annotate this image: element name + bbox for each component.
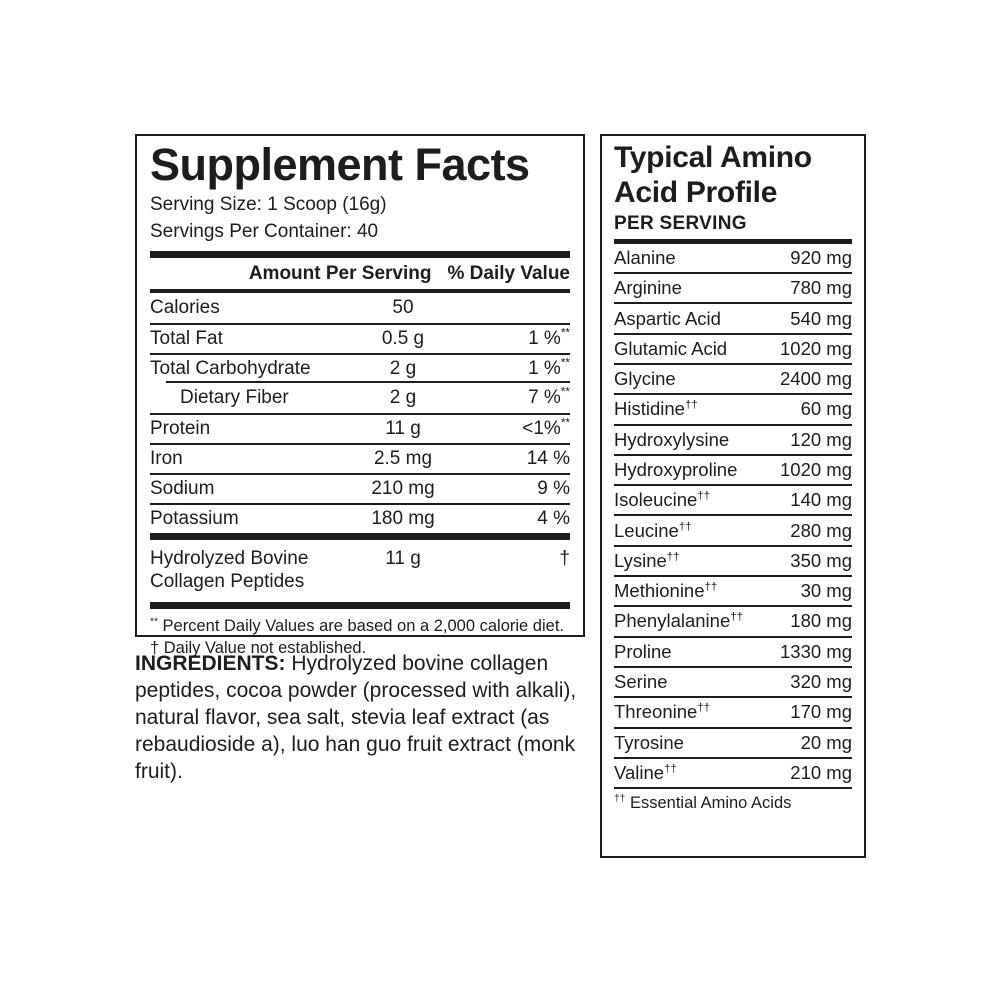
amino-name: Isoleucine†† <box>614 489 711 511</box>
nutrient-row-protein <box>150 413 570 443</box>
amino-row-tyrosine <box>614 729 852 759</box>
amino-name: Phenylalanine†† <box>614 610 743 632</box>
amino-row-leucine <box>614 516 852 546</box>
amino-row-glutamic-acid <box>614 335 852 365</box>
amino-value: 60 mg <box>800 398 852 420</box>
nutrient-amount: 11 g <box>385 547 421 569</box>
column-header-daily-value: % Daily Value <box>447 262 570 284</box>
amino-name: Methionine†† <box>614 580 718 602</box>
nutrient-daily-value: 4 % <box>537 507 570 529</box>
nutrient-amount: 11 g <box>385 417 421 439</box>
nutrient-amount: 50 <box>392 296 414 318</box>
nutrient-daily-value: 9 % <box>537 477 570 499</box>
nutrient-row-dietary-fiber <box>150 383 570 413</box>
nutrient-amount: 0.5 g <box>381 327 425 349</box>
amino-value: 30 mg <box>800 580 852 602</box>
collagen-row <box>150 540 570 603</box>
amino-value: 170 mg <box>790 701 852 723</box>
amino-name: Hydroxyproline <box>614 459 738 480</box>
nutrient-row-sodium <box>150 473 570 503</box>
nutrient-name: Potassium <box>150 507 239 529</box>
amino-row-hydroxyproline <box>614 456 852 486</box>
serving-size: Serving Size: 1 Scoop (16g) <box>150 194 387 216</box>
thick-divider <box>150 602 570 609</box>
amino-value: 350 mg <box>790 549 852 571</box>
amino-footnote: †† Essential Amino Acids <box>614 793 792 813</box>
nutrient-name: Calories <box>150 296 220 318</box>
nutrient-daily-value: 1 %** <box>528 356 570 379</box>
nutrient-name: Total Fat <box>150 327 223 349</box>
amino-acid-panel <box>600 134 866 858</box>
nutrient-row-calories <box>150 293 570 323</box>
nutrient-row-total-fat <box>150 323 570 353</box>
footnote-daily-value: † Daily Value not established. <box>150 638 367 657</box>
amino-row-arginine <box>614 274 852 304</box>
nutrient-amount: 2 g <box>389 357 417 379</box>
nutrient-daily-value: 14 % <box>526 447 570 469</box>
ingredients-text: Hydrolyzed bovine collagen peptides, cocoa powder (processed with alkali), natural flavor, sea salt, stevia leaf extract (as rebaudioside a), luo han guo fruit extract (monk fruit). <box>135 652 577 784</box>
nutrient-amount: 210 mg <box>371 477 435 499</box>
amino-name: Hydroxylysine <box>614 428 730 450</box>
amino-row-hydroxylysine <box>614 426 852 456</box>
ingredients-paragraph <box>135 650 593 785</box>
amino-name: Serine <box>614 671 668 693</box>
amino-name: Alanine <box>614 246 676 268</box>
amino-value: 1020 mg <box>780 337 852 359</box>
amino-value: 210 mg <box>790 761 852 783</box>
nutrient-name: Total Carbohydrate <box>150 357 311 379</box>
nutrient-name: Dietary Fiber <box>180 386 289 408</box>
amino-row-valine <box>614 759 852 789</box>
column-header-amount: Amount Per Serving <box>248 262 432 284</box>
amino-value: 140 mg <box>790 489 852 511</box>
thick-divider <box>150 533 570 540</box>
amino-row-threonine <box>614 698 852 728</box>
amino-value: 920 mg <box>790 246 852 268</box>
amino-value: 540 mg <box>790 307 852 329</box>
nutrient-amount: 2.5 mg <box>373 447 433 469</box>
nutrient-row-potassium <box>150 503 570 533</box>
amino-name: Arginine <box>614 277 682 299</box>
supplement-facts-panel <box>135 134 585 657</box>
thick-divider <box>150 251 570 258</box>
amino-row-histidine <box>614 395 852 425</box>
amino-value: 780 mg <box>790 277 852 299</box>
amino-name: Threonine†† <box>614 701 711 723</box>
nutrient-amount: 180 mg <box>371 507 435 529</box>
amino-value: 1330 mg <box>780 640 852 662</box>
nutrient-daily-value: 1 %** <box>528 326 570 349</box>
nutrient-amount: 2 g <box>389 386 417 408</box>
nutrient-table <box>150 293 570 533</box>
nutrient-name: Protein <box>150 417 211 439</box>
supplement-facts-title: Supplement Facts <box>150 139 530 190</box>
amino-value: 320 mg <box>790 671 852 693</box>
ingredients-label: INGREDIENTS: <box>135 652 286 675</box>
amino-row-phenylalanine <box>614 607 852 637</box>
amino-row-proline <box>614 638 852 668</box>
amino-name: Glycine <box>614 368 676 390</box>
amino-name: Glutamic Acid <box>614 337 728 359</box>
amino-row-methionine <box>614 577 852 607</box>
amino-name: Proline <box>614 640 672 662</box>
amino-name: Tyrosine <box>614 731 684 753</box>
nutrient-row-total-carbohydrate <box>150 353 570 383</box>
amino-row-lysine <box>614 547 852 577</box>
nutrient-row-iron <box>150 443 570 473</box>
nutrient-name: Iron <box>150 447 183 469</box>
amino-panel-subtitle: PER SERVING <box>614 212 747 234</box>
nutrient-daily-value: <1%** <box>522 416 570 439</box>
nutrient-name: Sodium <box>150 477 215 499</box>
amino-panel-title: Typical Amino Acid Profile <box>614 141 812 210</box>
column-header-row <box>150 258 570 289</box>
amino-value: 280 mg <box>790 519 852 541</box>
amino-value: 1020 mg <box>780 459 852 480</box>
nutrient-daily-value: † <box>559 547 570 569</box>
amino-name: Leucine†† <box>614 519 692 541</box>
amino-value: 180 mg <box>790 610 852 632</box>
amino-value: 120 mg <box>790 428 852 450</box>
nutrient-daily-value: 7 %** <box>528 385 570 408</box>
nutrient-name: Hydrolyzed Bovine Collagen Peptides <box>150 547 309 593</box>
amino-name: Histidine†† <box>614 398 698 420</box>
amino-row-aspartic-acid <box>614 304 852 334</box>
amino-row-glycine <box>614 365 852 395</box>
amino-value: 2400 mg <box>780 368 852 390</box>
amino-table <box>614 244 852 789</box>
footnote-percent-dv: ** Percent Daily Values are based on a 2,000 calorie diet. <box>150 616 564 636</box>
amino-name: Aspartic Acid <box>614 307 721 329</box>
amino-name: Valine†† <box>614 761 677 783</box>
amino-name: Lysine†† <box>614 549 680 571</box>
amino-value: 20 mg <box>800 731 852 753</box>
servings-per-container: Servings Per Container: 40 <box>150 221 379 243</box>
amino-row-serine <box>614 668 852 698</box>
amino-row-isoleucine <box>614 486 852 516</box>
amino-row-alanine <box>614 244 852 274</box>
